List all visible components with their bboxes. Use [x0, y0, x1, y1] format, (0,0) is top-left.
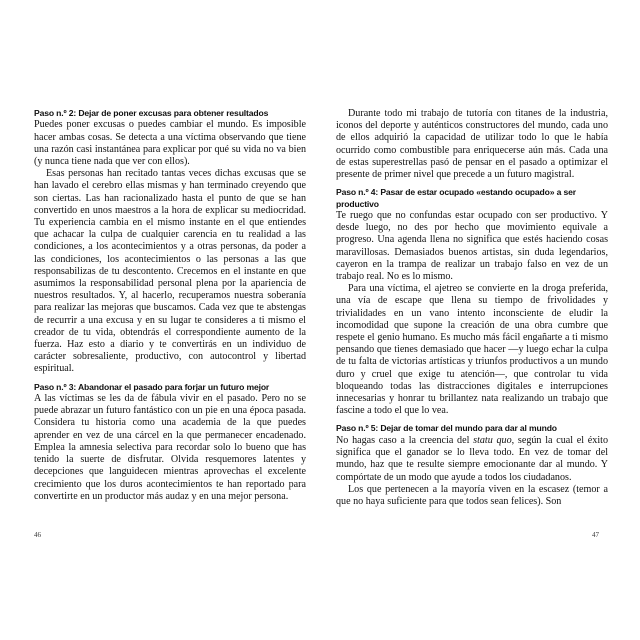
left-page [34, 108, 306, 503]
section-heading-step-5: Paso n.º 5: Dejar de tomar del mundo para dar al mundo [336, 423, 557, 434]
paragraph [336, 435, 608, 484]
page-number-right: 47 [592, 531, 599, 539]
text-run: , según la cual el éxito significa que el ganador se lo lleva todo. En vez de tomar del mundo, haz que te resulte siempre emocionante dar al mundo. Y compórtate de un modo que ayude a todos los ciudadanos. [336, 434, 608, 483]
section-heading-step-3: Paso n.º 3: Abandonar el pasado para forjar un futuro mejor [34, 381, 270, 392]
paragraph: Puedes poner excusas o puedes cambiar el mundo. Es imposible hacer ambas cosas. Se detecta a una víctima observando que tiene una razón casi instantánea para explicar por qué su vida no va bien (y nunca tiene nada que ver con ellos). [34, 119, 306, 168]
text-run: No hagas caso a la creencia del [336, 434, 474, 446]
section-heading-step-4: Paso n.º 4: Pasar de estar ocupado «estando ocupado» a ser productivo [336, 187, 576, 209]
paragraph: Los que pertenecen a la mayoría viven en la escasez (temor a que no haya suficiente para que todos sean felices). Son [336, 483, 608, 507]
paragraph: Esas personas han recitado tantas veces dichas excusas que se han lavado el cerebro ellas mismas y han terminado creyendo que son ciertas. Las han racionalizado hasta el punto de que se han convertido en unos maestros a la hora de explicar su mediocridad. Tu experiencia cambia en el mismo instante en el que entiendes que achacar la culpa de cualquier carencia en tu realidad a las condiciones, a los acontecimientos y a otras personas, da poder a las condiciones, los acontecimientos o las personas a las que responsabilizas de tu descontento. Crecemos en el instante en que asumimos la responsabilidad personal plena por la apariencia de nuestros resultados. Y, al hacerlo, recuperamos nuestra soberanía para realizar las mejoras que buscamos. Cada vez que te abstengas de recurrir a una excusa y en su lugar te consideres a ti mismo el creador de tu vida, obtendrás el correspondiente aumento de la fuerza. Haz esto a diario y te convertirás en un individuo de carácter sobresaliente, productivo, con autocontrol y libertad espiritual. [34, 168, 306, 375]
paragraph: Durante todo mi trabajo de tutoría con titanes de la industria, iconos del deporte y auténticos constructores del mundo, cada uno de ellos adquirió la capacidad de utilizar todo lo que le había ocurrido como combustible para enriquecerse aún más. Cada una de estas superestrellas pasó de pensar en el pasado a optimizar el presente de primer nivel que precede a un futuro magistral. [336, 108, 608, 181]
right-page [336, 108, 608, 508]
page-number-left: 46 [34, 531, 41, 539]
italic-text: statu quo [473, 434, 512, 446]
paragraph: Para una víctima, el ajetreo se convierte en la droga preferida, una vía de escape que llena su tiempo de frivolidades y trivialidades en un vano intento inconsciente de eludir la incomodidad que supone la creación de una obra cumbre que respete el genio humano. Es mucho más fácil engañarte a ti mismo pensando que tienes demasiado que hacer —y luego echar la culpa de tu falta de victorias artísticas y triunfos productivos a un mundo duro y cruel que exige tu atención—, que controlar tu vida bloqueando todas las distracciones digitales e interrupciones innecesarias y honrar tu brillantez nata realizando un trabajo que fascine a todo el que lo vea. [336, 283, 608, 417]
paragraph: A las víctimas se les da de fábula vivir en el pasado. Pero no se puede abrazar un futuro fantástico con un pie en una época pasada. Considera tu historia como una academia de la que puedes aprender en vez de una cárcel en la que permanecer encadenado. Emplea la amnesia selectiva para recordar solo lo bueno que has tenido la suerte de disfrutar. Olvida resquemores latentes y decepciones que languidecen mientras aprovechas el excelente crecimiento que los duros acontecimientos te han reportado para convertirte en un productor más audaz y en una mejor persona. [34, 393, 306, 502]
paragraph: Te ruego que no confundas estar ocupado con ser productivo. Y desde luego, no des por hecho que movimiento equivale a progreso. Una agenda llena no significa que estés haciendo cosas maravillosas. Demasiados buenos artistas, sin duda legendarios, cayeron en la trampa de realizar un trabajo falso en vez de un trabajo real. No es lo mismo. [336, 210, 608, 283]
section-heading-step-2: Paso n.º 2: Dejar de poner excusas para obtener resultados [34, 108, 269, 118]
